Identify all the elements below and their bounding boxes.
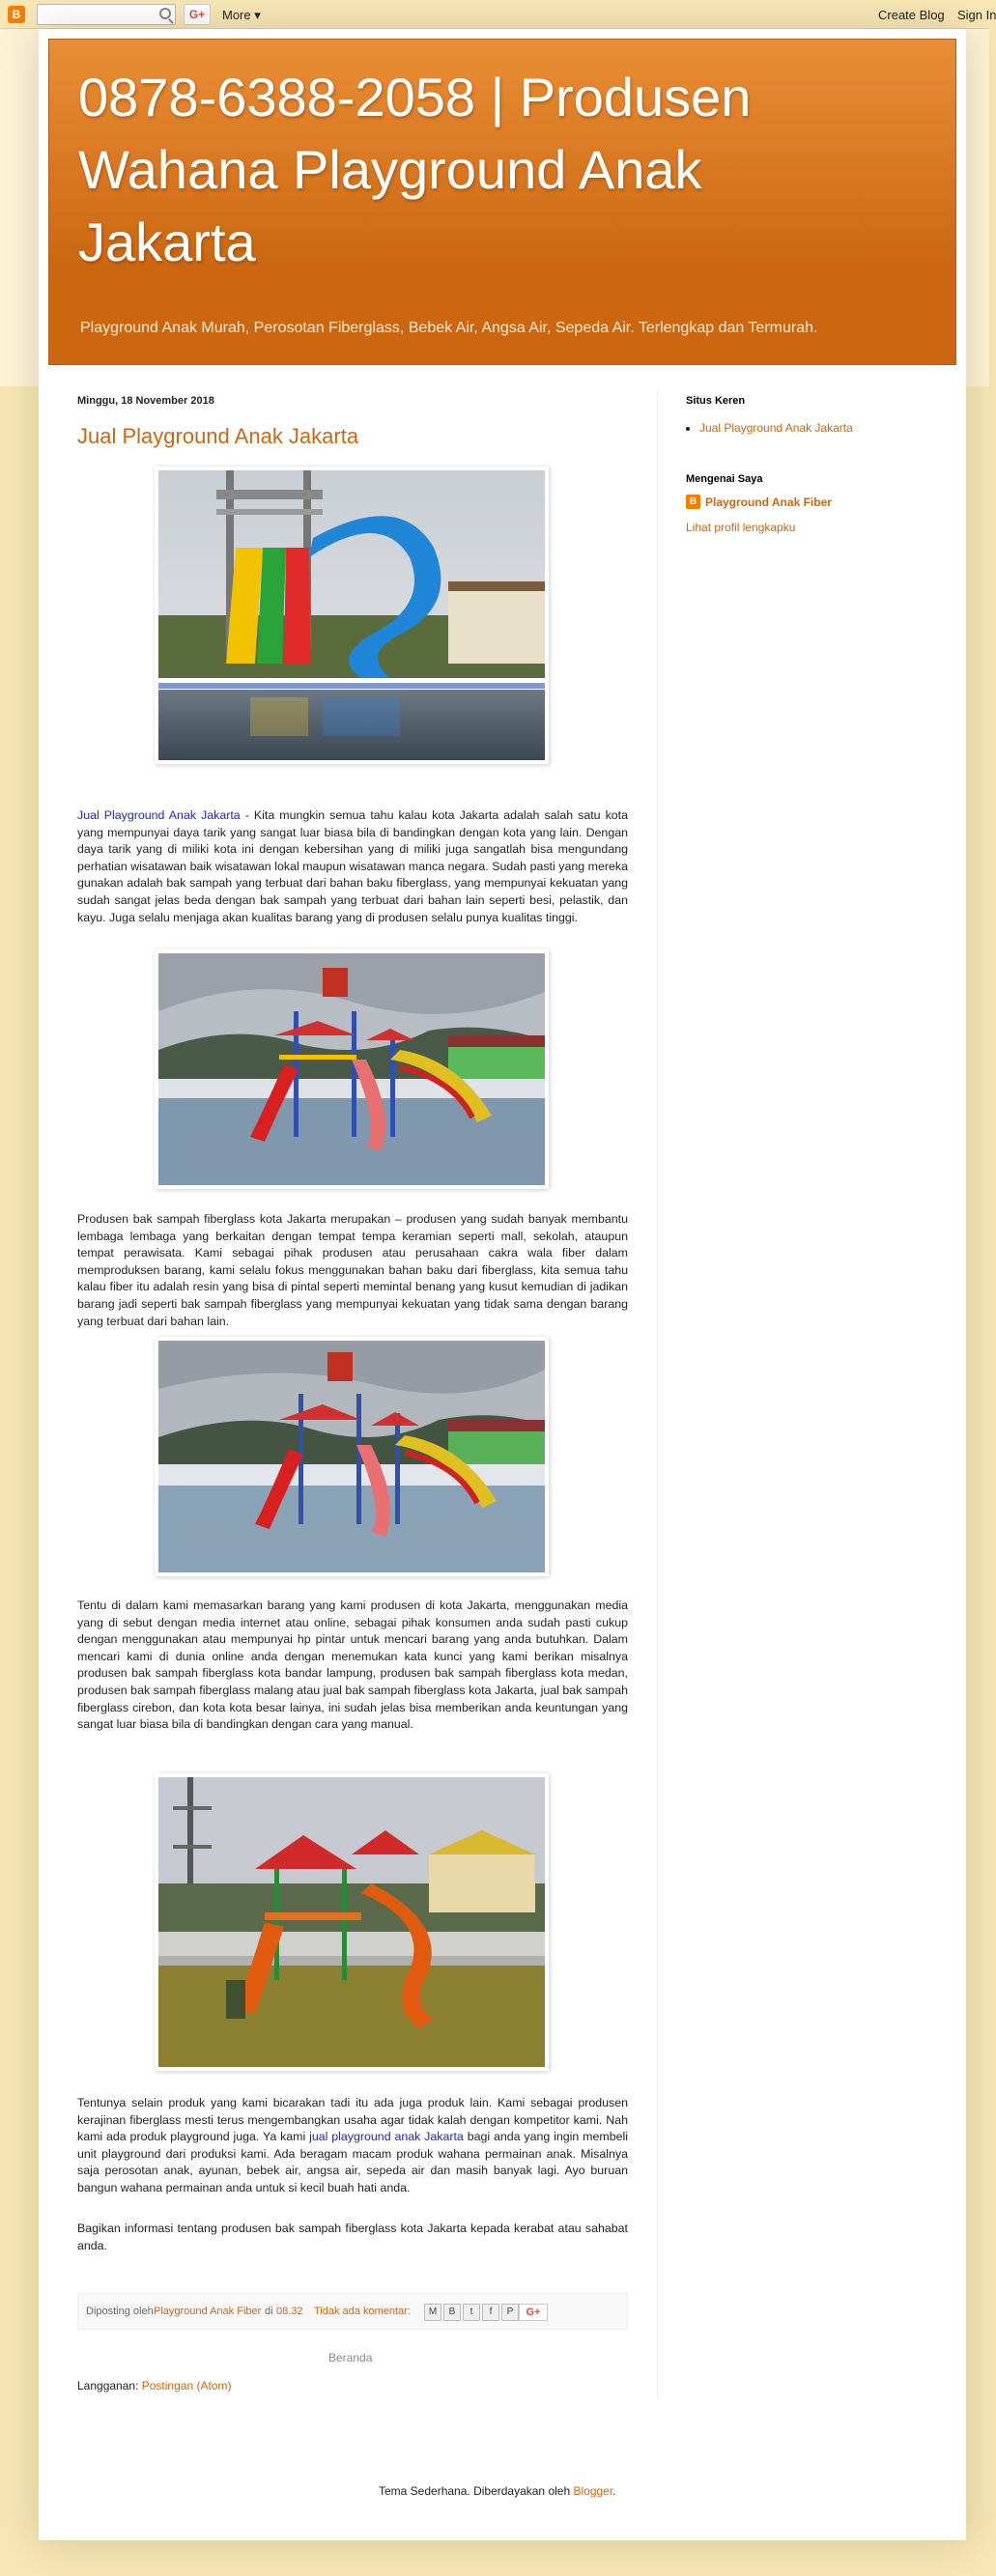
posted-by-label: Diposting oleh [86,2306,154,2317]
blog-title[interactable]: 0878-6388-2058 | Produsen Wahana Playground Anak Jakarta [78,67,752,272]
post-title[interactable]: Jual Playground Anak Jakarta [77,424,359,448]
post-author-link[interactable]: Playground Anak Fiber [154,2306,262,2317]
post-link-jual-playground-jakarta[interactable]: jual playground anak Jakarta [309,2130,464,2144]
main-column [77,386,628,449]
profile-name-link[interactable]: Playground Anak Fiber [705,495,832,509]
attribution-text: Tema Sederhana. Diberdayakan oleh [379,2484,574,2498]
comments-link[interactable]: Tidak ada komentar: [314,2306,411,2317]
blogger-logo-icon[interactable]: B [8,6,25,23]
post-paragraph-5: Bagikan informasi tentang produsen bak sampah fiberglass kota Jakarta kepada kerabat atau sahabat anda. [77,2222,628,2252]
sidebar-about-title: Mengenai Saya [686,473,763,485]
google-plus-button[interactable]: G+ [184,4,211,25]
blogthis-share-icon[interactable]: B [443,2304,461,2321]
post-image-3[interactable] [155,1337,549,1576]
blogger-link[interactable]: Blogger [573,2484,613,2498]
facebook-share-icon[interactable]: f [482,2304,499,2321]
post-at-label: di [265,2306,273,2317]
playground-image-2 [158,1341,545,1572]
water-slide-image [158,470,545,760]
more-menu[interactable]: More ▾ [222,8,261,22]
twitter-share-icon[interactable]: t [463,2304,480,2321]
post-image-2[interactable] [155,949,549,1189]
view-full-profile-link[interactable]: Lihat profil lengkapku [686,521,796,534]
home-link[interactable]: Beranda [328,2351,373,2364]
paragraph-1-text: - Kita mungkin semua tahu kalau kota Jakarta adalah salah satu kota yang mempunyai daya tarik yang sangat luar biasa bila di bandingkan dengan kota yang lain. Dengan daya tarik yang di miliki kota ini dengan kebersihan yang di miliki juga sangatlah bisa mengundang perhatian wisatawan baik wisatawan lokal maupun wisatawan manca negara. Sudah pasti yang mereka gunakan adalah bak sampah yang terbuat dari bahan baku fiberglass, yang mempunyai kekuatan yang sudah sangat jelas beda dengan bak sampah yang terbuat dari bahan lain seperti besi, pelastik, dan kayu. Juga selalu menjaga akan kualitas barang yang di produsen selalu punya kualitas tinggi. [77,808,628,924]
sidebar-link-label[interactable]: Jual Playground Anak Jakarta [699,421,853,435]
subscribe-label: Langganan: [77,2379,139,2392]
sidebar-link-item[interactable] [699,421,947,435]
subscribe-row [77,2379,231,2392]
blogger-navbar [0,0,996,29]
sidebar-links-title: Situs Keren [686,395,746,407]
post-image-1[interactable] [155,467,549,764]
post-paragraph-4 [77,2095,628,2197]
post-paragraph-3: Tentu di dalam kami memasarkan barang yang kami produsen di kota Jakarta, menggunakan media yang di sebut dengan media internet atau online, sebagai pihak konsumen anda sudah pasti cukup dengan menggunakan atau mempunyai hp pintar untuk mencari barang yang anda butuhkan. Dalam mencari kami di dunia online anda dengan menemukan kata kunci yang kami berikan misalnya produsen bak sampah fiberglass kota bandar lampung, produsen bak sampah fiberglass kota medan, produsen bak sampah fiberglass malang atau jual bak sampah fiberglass kota Jakarta, jual bak sampah fiberglass cirebon, dan kota kota besar lainya, ini sudah jelas bisa memberikan anda keuntungan yang sangat luar biasa bila di bandingkan dengan cara yang manual. [77,1599,628,1732]
blog-description: Playground Anak Murah, Perosotan Fiberglass, Bebek Air, Angsa Air, Sepeda Air. Terlengkap dan Termurah. [80,320,818,336]
sidebar [686,386,947,534]
paragraph-4-text-b: bagi anda yang ingin membeli unit playground dari produksi kami. Ada beragam macam produk wahana permainan anak. Misalnya saja perosotan anak, ayunan, bebek air, angsa air, sepeda air dan masih banyak lagi. Ayo buruan bangun wahana permainan anda untuk si kecil buah hati anda. [77,2130,629,2194]
google-plus-share-button[interactable]: G+ [519,2304,548,2321]
post-timestamp-link[interactable]: 08.32 [276,2306,303,2317]
sidebar-links-list [699,421,947,435]
playground-image-3 [158,1777,545,2067]
column-divider [657,389,658,2398]
search-icon[interactable] [159,8,171,19]
post-date: Minggu, 18 November 2018 [77,395,214,407]
post-footer [77,2293,628,2330]
blog-header [48,39,956,365]
share-buttons [424,2304,519,2321]
attribution [379,2484,616,2498]
atom-feed-link[interactable]: Postingan (Atom) [141,2379,232,2392]
create-blog-link[interactable]: Create Blog [878,8,945,22]
playground-image-1 [158,953,545,1185]
sign-in-link[interactable]: Sign In [957,8,996,22]
paragraph-4-text-a: Tentunya selain produk yang kami bicarakan tadi itu ada juga produk lain. Kami sebagai produsen kerajinan fiberglass mesti terus mengembangkan usaha agar tidak kalah dengan kompetitor kami. Nah kami ada produk playground juga. Ya kami [77,2096,628,2144]
post-link-jual-playground[interactable]: Jual Playground Anak Jakarta [77,808,241,822]
post-paragraph-1 [77,807,628,926]
post-image-4[interactable] [155,1773,549,2071]
navbar-search-input[interactable] [37,4,176,25]
profile-row [686,495,947,509]
blogger-profile-icon: B [686,495,700,509]
pinterest-share-icon[interactable]: P [501,2304,519,2321]
post-paragraph-2: Produsen bak sampah fiberglass kota Jakarta merupakan – produsen yang sudah banyak membantu lembaga lembaga yang berkaitan dengan tempat tempa keramian seperti mall, sekolah, ataupun tempat perawisata. Kami sebagai pihak produsen atau perusahaan cakra wala fiber dalam memproduksen barang, kami selalu fokus menggunakan bahan baku dari fiberglass, kita semua tahu kalau fiber itu adalah resin yang bisa di pintal seperti memintal benang yang kusut kemudian di jadikan barang jadi seperti bak sampah fiberglass yang mempunyai kekuatan yang tidak sama dengan barang yang terbuat dari bahan lain. [77,1212,628,1328]
email-share-icon[interactable]: M [424,2304,441,2321]
attribution-end: . [612,2484,616,2498]
